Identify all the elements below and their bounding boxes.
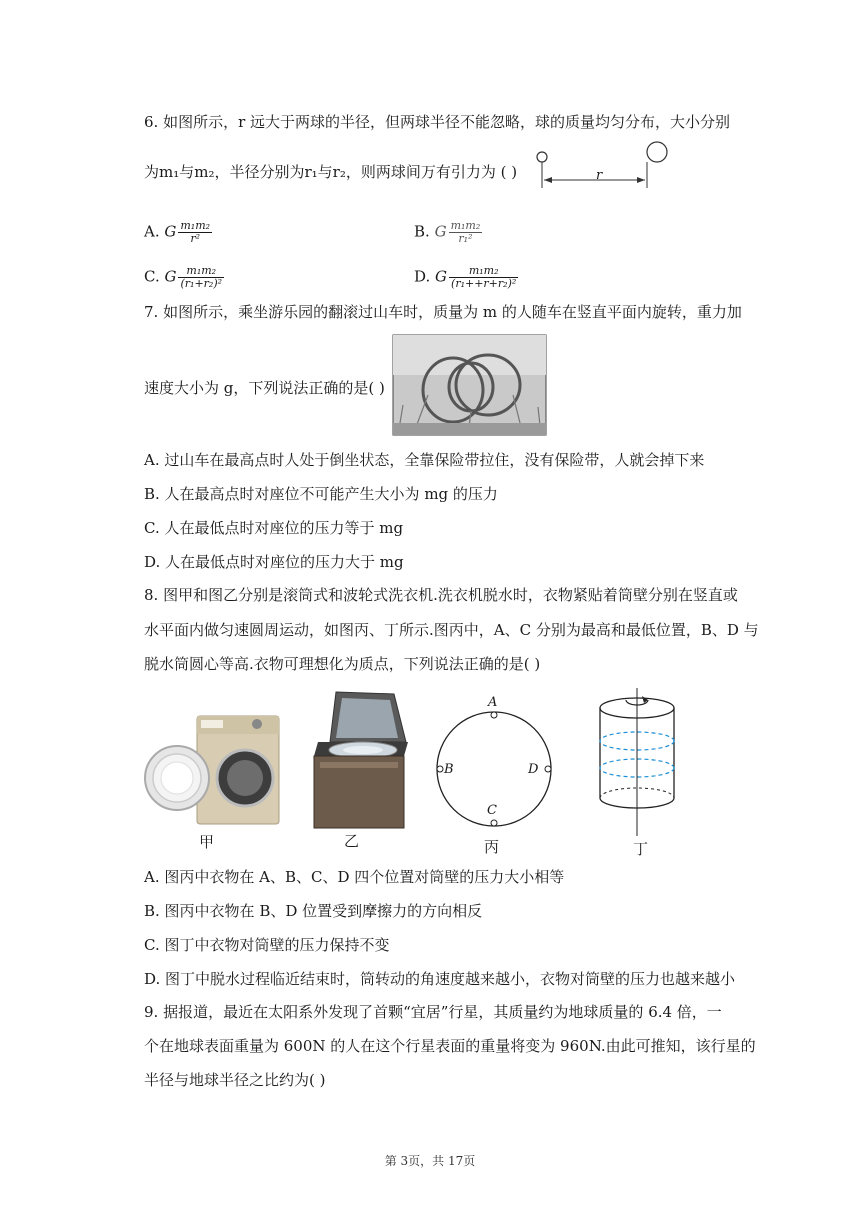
figure-label-bing: 丙 — [484, 838, 500, 856]
fraction-numerator: m₁m₂ — [450, 219, 481, 232]
option-letter: D. — [414, 267, 431, 286]
q8-option-b[interactable]: B. 图丙中衣物在 B、D 位置受到摩擦力的方向相反 — [144, 902, 483, 920]
fraction-denominator: r² — [190, 232, 201, 245]
fraction-denominator: r₁² — [458, 232, 473, 245]
fraction-numerator: m₁m₂ — [178, 265, 224, 278]
q9-line1: 9. 据报道，最近在太阳系外发现了首颗“宜居”行星，其质量约为地球质量的 6.4 倍，一 — [144, 1003, 722, 1021]
q9-line3: 半径与地球半径之比约为( ) — [144, 1071, 326, 1089]
option-letter: A. — [144, 222, 160, 241]
q6-option-c[interactable] — [144, 265, 224, 290]
fraction-numerator: m₁m₂ — [180, 219, 211, 232]
option-fraction — [449, 220, 483, 245]
q8-line1: 8. 图甲和图乙分别是滚筒式和波轮式洗衣机.洗衣机脱水时，衣物紧贴着筒壁分别在竖直或 — [144, 586, 738, 604]
point-label-a: A — [488, 695, 498, 710]
top-load-washer-photo — [308, 690, 413, 830]
point-label-b: B — [444, 762, 454, 777]
point-label-d: D — [528, 762, 539, 777]
q7-line2: 速度大小为 g，下列说法正确的是( ) — [144, 379, 385, 397]
q6-option-b[interactable] — [414, 220, 482, 245]
q7-line1: 7. 如图所示，乘坐游乐园的翻滚过山车时，质量为 m 的人随车在竖直平面内旋转，重力加 — [144, 303, 742, 321]
q8-option-d[interactable]: D. 图丁中脱水过程临近结束时，筒转动的角速度越来越小，衣物对筒壁的压力也越来越小 — [144, 970, 736, 988]
q7-option-c[interactable]: C. 人在最低点时对座位的压力等于 mg — [144, 519, 404, 537]
q8-line3: 脱水筒圆心等高.衣物可理想化为质点，下列说法正确的是( ) — [144, 655, 541, 673]
cylinder-diagram — [592, 686, 682, 836]
q8-option-a[interactable]: A. 图丙中衣物在 A、B、C、D 四个位置对筒壁的压力大小相等 — [144, 868, 565, 886]
option-fraction — [449, 265, 518, 290]
q7-option-a[interactable]: A. 过山车在最高点时人处于倒坐状态，全靠保险带拉住，没有保险带，人就会掉下来 — [144, 451, 705, 469]
q6-option-a[interactable] — [144, 220, 212, 245]
q6-line2: 为m₁与m₂，半径分别为r₁与r₂，则两球间万有引力为 ( ) — [144, 163, 518, 181]
fraction-denominator: (r₁++r+r₂)² — [451, 277, 517, 290]
page-footer: 第 3页，共 17页 — [384, 1154, 476, 1168]
q8-line2: 水平面内做匀速圆周运动，如图丙、丁所示.图丙中，A、C 分别为最高和最低位置，B、D 与 — [144, 621, 759, 639]
q9-line2: 个在地球表面重量为 600N 的人在这个行星表面的重量将变为 960N.由此可推知，该行星的 — [144, 1037, 756, 1055]
option-fraction — [178, 265, 224, 290]
option-letter: B. — [414, 222, 430, 241]
q6-option-d[interactable] — [414, 265, 518, 290]
q6-spheres-figure — [534, 140, 674, 192]
option-g: G — [164, 222, 177, 241]
q8-option-c[interactable]: C. 图丁中衣物对筒壁的压力保持不变 — [144, 936, 390, 954]
option-letter: C. — [144, 267, 160, 286]
option-g: G — [435, 267, 448, 286]
fraction-denominator: (r₁+r₂)² — [180, 277, 223, 290]
front-load-washer-photo — [145, 712, 285, 827]
q6-fig-label-r: r — [596, 168, 603, 183]
option-g: G — [434, 222, 447, 241]
option-g: G — [164, 267, 177, 286]
q7-option-d[interactable]: D. 人在最低点时对座位的压力大于 mg — [144, 553, 404, 571]
figure-label-ding: 丁 — [633, 840, 649, 858]
fraction-numerator: m₁m₂ — [449, 265, 518, 278]
roller-coaster-photo — [393, 335, 546, 435]
option-fraction — [178, 220, 212, 245]
q7-option-b[interactable]: B. 人在最高点时对座位不可能产生大小为 mg 的压力 — [144, 485, 498, 503]
figure-label-yi: 乙 — [344, 832, 360, 850]
q6-line1: 6. 如图所示，r 远大于两球的半径，但两球半径不能忽略，球的质量均匀分布，大小分别 — [144, 113, 731, 131]
point-label-c: C — [487, 803, 497, 818]
figure-label-jia: 甲 — [199, 833, 215, 851]
